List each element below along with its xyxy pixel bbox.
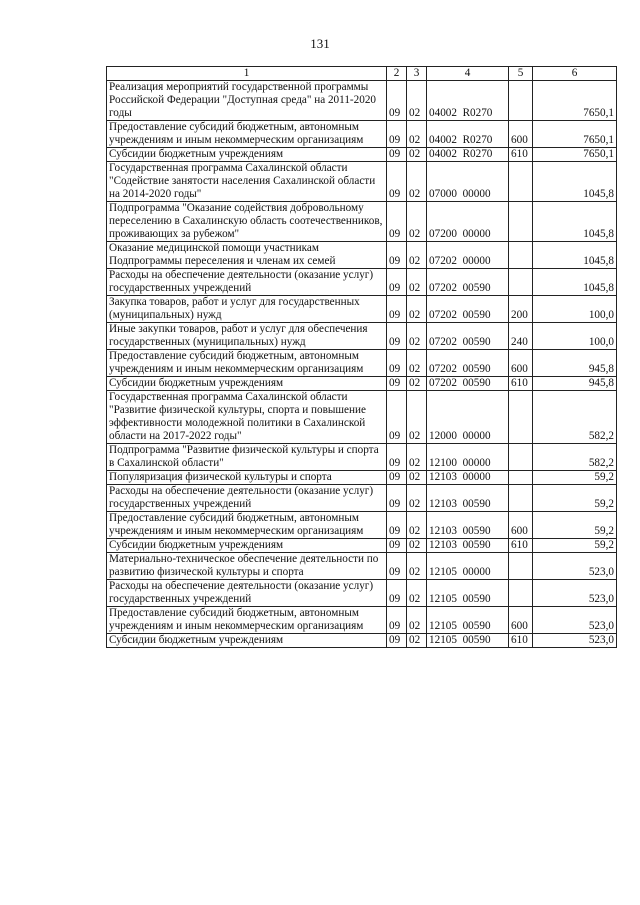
row-amount-cell: 523,0 [533, 580, 617, 607]
row-subsection-cell: 02 [407, 323, 427, 350]
row-target-article-cell: 04002 R0270 [427, 121, 509, 148]
row-section-cell: 09 [387, 391, 407, 444]
row-target-article-cell: 12103 00590 [427, 539, 509, 553]
table-row [107, 162, 617, 202]
table-row [107, 391, 617, 444]
row-subsection-cell: 02 [407, 485, 427, 512]
row-subsection-cell: 02 [407, 634, 427, 648]
row-section-cell: 09 [387, 202, 407, 242]
row-target-article-cell: 12100 00000 [427, 444, 509, 471]
row-expense-type-cell [509, 553, 533, 580]
row-amount-cell: 945,8 [533, 377, 617, 391]
row-name-cell: Реализация мероприятий государственной программы Российской Федерации "Доступная среда" на 2011-2020 годы [107, 81, 387, 121]
row-section-cell: 09 [387, 269, 407, 296]
row-subsection-cell: 02 [407, 553, 427, 580]
row-subsection-cell: 02 [407, 580, 427, 607]
row-name-cell: Иные закупки товаров, работ и услуг для обеспечения государственных (муниципальных) нужд [107, 323, 387, 350]
row-expense-type-cell [509, 162, 533, 202]
table-row [107, 553, 617, 580]
row-subsection-cell: 02 [407, 391, 427, 444]
row-subsection-cell: 02 [407, 350, 427, 377]
row-section-cell: 09 [387, 580, 407, 607]
row-amount-cell: 100,0 [533, 296, 617, 323]
page-number: 131 [310, 36, 330, 51]
row-target-article-cell: 07200 00000 [427, 202, 509, 242]
row-name-cell: Популяризация физической культуры и спорта [107, 471, 387, 485]
row-expense-type-cell: 610 [509, 377, 533, 391]
row-amount-cell: 7650,1 [533, 148, 617, 162]
row-amount-cell: 59,2 [533, 471, 617, 485]
row-subsection-cell: 02 [407, 512, 427, 539]
column-header-expense-type: 5 [509, 67, 533, 81]
row-expense-type-cell [509, 269, 533, 296]
row-expense-type-cell: 600 [509, 512, 533, 539]
row-target-article-cell: 07202 00590 [427, 269, 509, 296]
row-section-cell: 09 [387, 471, 407, 485]
table-row [107, 148, 617, 162]
row-expense-type-cell [509, 580, 533, 607]
row-name-cell: Субсидии бюджетным учреждениям [107, 634, 387, 648]
row-expense-type-cell [509, 485, 533, 512]
row-target-article-cell: 12105 00590 [427, 580, 509, 607]
row-amount-cell: 7650,1 [533, 81, 617, 121]
row-name-cell: Подпрограмма "Развитие физической культуры и спорта в Сахалинской области" [107, 444, 387, 471]
row-name-cell: Расходы на обеспечение деятельности (оказание услуг) государственных учреждений [107, 269, 387, 296]
row-section-cell: 09 [387, 148, 407, 162]
table-row [107, 323, 617, 350]
table-row [107, 296, 617, 323]
row-expense-type-cell: 610 [509, 539, 533, 553]
row-amount-cell: 1045,8 [533, 242, 617, 269]
row-subsection-cell: 02 [407, 471, 427, 485]
row-amount-cell: 945,8 [533, 350, 617, 377]
row-amount-cell: 7650,1 [533, 121, 617, 148]
table-row [107, 607, 617, 634]
row-name-cell: Предоставление субсидий бюджетным, автономным учреждениям и иным некоммерческим организациям [107, 121, 387, 148]
row-expense-type-cell [509, 202, 533, 242]
row-amount-cell: 100,0 [533, 323, 617, 350]
row-expense-type-cell [509, 242, 533, 269]
row-subsection-cell: 02 [407, 162, 427, 202]
row-expense-type-cell: 600 [509, 121, 533, 148]
row-expense-type-cell: 240 [509, 323, 533, 350]
row-name-cell: Расходы на обеспечение деятельности (оказание услуг) государственных учреждений [107, 485, 387, 512]
row-amount-cell: 523,0 [533, 553, 617, 580]
table-row [107, 444, 617, 471]
row-section-cell: 09 [387, 539, 407, 553]
row-section-cell: 09 [387, 485, 407, 512]
row-target-article-cell: 12103 00000 [427, 471, 509, 485]
row-amount-cell: 582,2 [533, 391, 617, 444]
table-row [107, 242, 617, 269]
row-subsection-cell: 02 [407, 444, 427, 471]
row-target-article-cell: 07202 00590 [427, 377, 509, 391]
row-target-article-cell: 12105 00590 [427, 607, 509, 634]
row-section-cell: 09 [387, 121, 407, 148]
row-expense-type-cell [509, 81, 533, 121]
row-target-article-cell: 12000 00000 [427, 391, 509, 444]
column-header-name: 1 [107, 67, 387, 81]
row-target-article-cell: 07202 00000 [427, 242, 509, 269]
table-row [107, 471, 617, 485]
row-expense-type-cell: 600 [509, 607, 533, 634]
row-expense-type-cell [509, 471, 533, 485]
row-name-cell: Субсидии бюджетным учреждениям [107, 148, 387, 162]
row-section-cell: 09 [387, 634, 407, 648]
row-amount-cell: 59,2 [533, 512, 617, 539]
table-row [107, 634, 617, 648]
row-expense-type-cell: 600 [509, 350, 533, 377]
column-header-subsection: 3 [407, 67, 427, 81]
row-section-cell: 09 [387, 296, 407, 323]
row-name-cell: Субсидии бюджетным учреждениям [107, 377, 387, 391]
row-target-article-cell: 12105 00590 [427, 634, 509, 648]
row-subsection-cell: 02 [407, 202, 427, 242]
row-name-cell: Предоставление субсидий бюджетным, автономным учреждениям и иным некоммерческим организациям [107, 607, 387, 634]
row-target-article-cell: 07202 00590 [427, 350, 509, 377]
row-name-cell: Предоставление субсидий бюджетным, автономным учреждениям и иным некоммерческим организациям [107, 350, 387, 377]
row-name-cell: Материально-техническое обеспечение деятельности по развитию физической культуры и спорта [107, 553, 387, 580]
row-target-article-cell: 04002 R0270 [427, 148, 509, 162]
row-name-cell: Государственная программа Сахалинской области "Содействие занятости населения Сахалинской области на 2014-2020 годы" [107, 162, 387, 202]
row-subsection-cell: 02 [407, 242, 427, 269]
row-expense-type-cell: 200 [509, 296, 533, 323]
column-header-target-article: 4 [427, 67, 509, 81]
row-expense-type-cell: 610 [509, 634, 533, 648]
table-row [107, 350, 617, 377]
row-subsection-cell: 02 [407, 269, 427, 296]
row-subsection-cell: 02 [407, 539, 427, 553]
row-expense-type-cell: 610 [509, 148, 533, 162]
table-row [107, 485, 617, 512]
row-name-cell: Оказание медицинской помощи участникам Подпрограммы переселения и членам их семей [107, 242, 387, 269]
row-subsection-cell: 02 [407, 377, 427, 391]
row-amount-cell: 1045,8 [533, 202, 617, 242]
row-amount-cell: 1045,8 [533, 269, 617, 296]
row-section-cell: 09 [387, 323, 407, 350]
row-section-cell: 09 [387, 242, 407, 269]
row-subsection-cell: 02 [407, 607, 427, 634]
row-amount-cell: 1045,8 [533, 162, 617, 202]
row-target-article-cell: 04002 R0270 [427, 81, 509, 121]
table-row [107, 121, 617, 148]
row-section-cell: 09 [387, 607, 407, 634]
row-target-article-cell: 07202 00590 [427, 323, 509, 350]
row-section-cell: 09 [387, 81, 407, 121]
row-subsection-cell: 02 [407, 121, 427, 148]
row-target-article-cell: 07202 00590 [427, 296, 509, 323]
column-header-section: 2 [387, 67, 407, 81]
table-row [107, 512, 617, 539]
table-body [107, 81, 617, 648]
row-name-cell: Субсидии бюджетным учреждениям [107, 539, 387, 553]
row-amount-cell: 59,2 [533, 539, 617, 553]
row-section-cell: 09 [387, 512, 407, 539]
table-row [107, 377, 617, 391]
row-amount-cell: 523,0 [533, 634, 617, 648]
row-target-article-cell: 12103 00590 [427, 512, 509, 539]
row-name-cell: Подпрограмма "Оказание содействия добровольному переселению в Сахалинскую область соотечественников, проживающих за рубежом" [107, 202, 387, 242]
row-name-cell: Закупка товаров, работ и услуг для государственных (муниципальных) нужд [107, 296, 387, 323]
row-name-cell: Предоставление субсидий бюджетным, автономным учреждениям и иным некоммерческим организациям [107, 512, 387, 539]
header-row [107, 67, 617, 81]
budget-table [106, 66, 617, 648]
row-name-cell: Расходы на обеспечение деятельности (оказание услуг) государственных учреждений [107, 580, 387, 607]
column-header-amount: 6 [533, 67, 617, 81]
table-row [107, 539, 617, 553]
table-row [107, 202, 617, 242]
row-subsection-cell: 02 [407, 296, 427, 323]
row-amount-cell: 523,0 [533, 607, 617, 634]
table-row [107, 269, 617, 296]
row-section-cell: 09 [387, 350, 407, 377]
row-expense-type-cell [509, 444, 533, 471]
row-subsection-cell: 02 [407, 81, 427, 121]
row-name-cell: Государственная программа Сахалинской области "Развитие физической культуры, спорта и повышение эффективности молодежной политики в Сахалинской области на 2017-2022 годы" [107, 391, 387, 444]
row-expense-type-cell [509, 391, 533, 444]
row-target-article-cell: 12105 00000 [427, 553, 509, 580]
table-row [107, 580, 617, 607]
row-amount-cell: 59,2 [533, 485, 617, 512]
row-amount-cell: 582,2 [533, 444, 617, 471]
table-row [107, 81, 617, 121]
row-target-article-cell: 12103 00590 [427, 485, 509, 512]
row-section-cell: 09 [387, 377, 407, 391]
row-subsection-cell: 02 [407, 148, 427, 162]
row-section-cell: 09 [387, 553, 407, 580]
row-section-cell: 09 [387, 444, 407, 471]
row-section-cell: 09 [387, 162, 407, 202]
row-target-article-cell: 07000 00000 [427, 162, 509, 202]
